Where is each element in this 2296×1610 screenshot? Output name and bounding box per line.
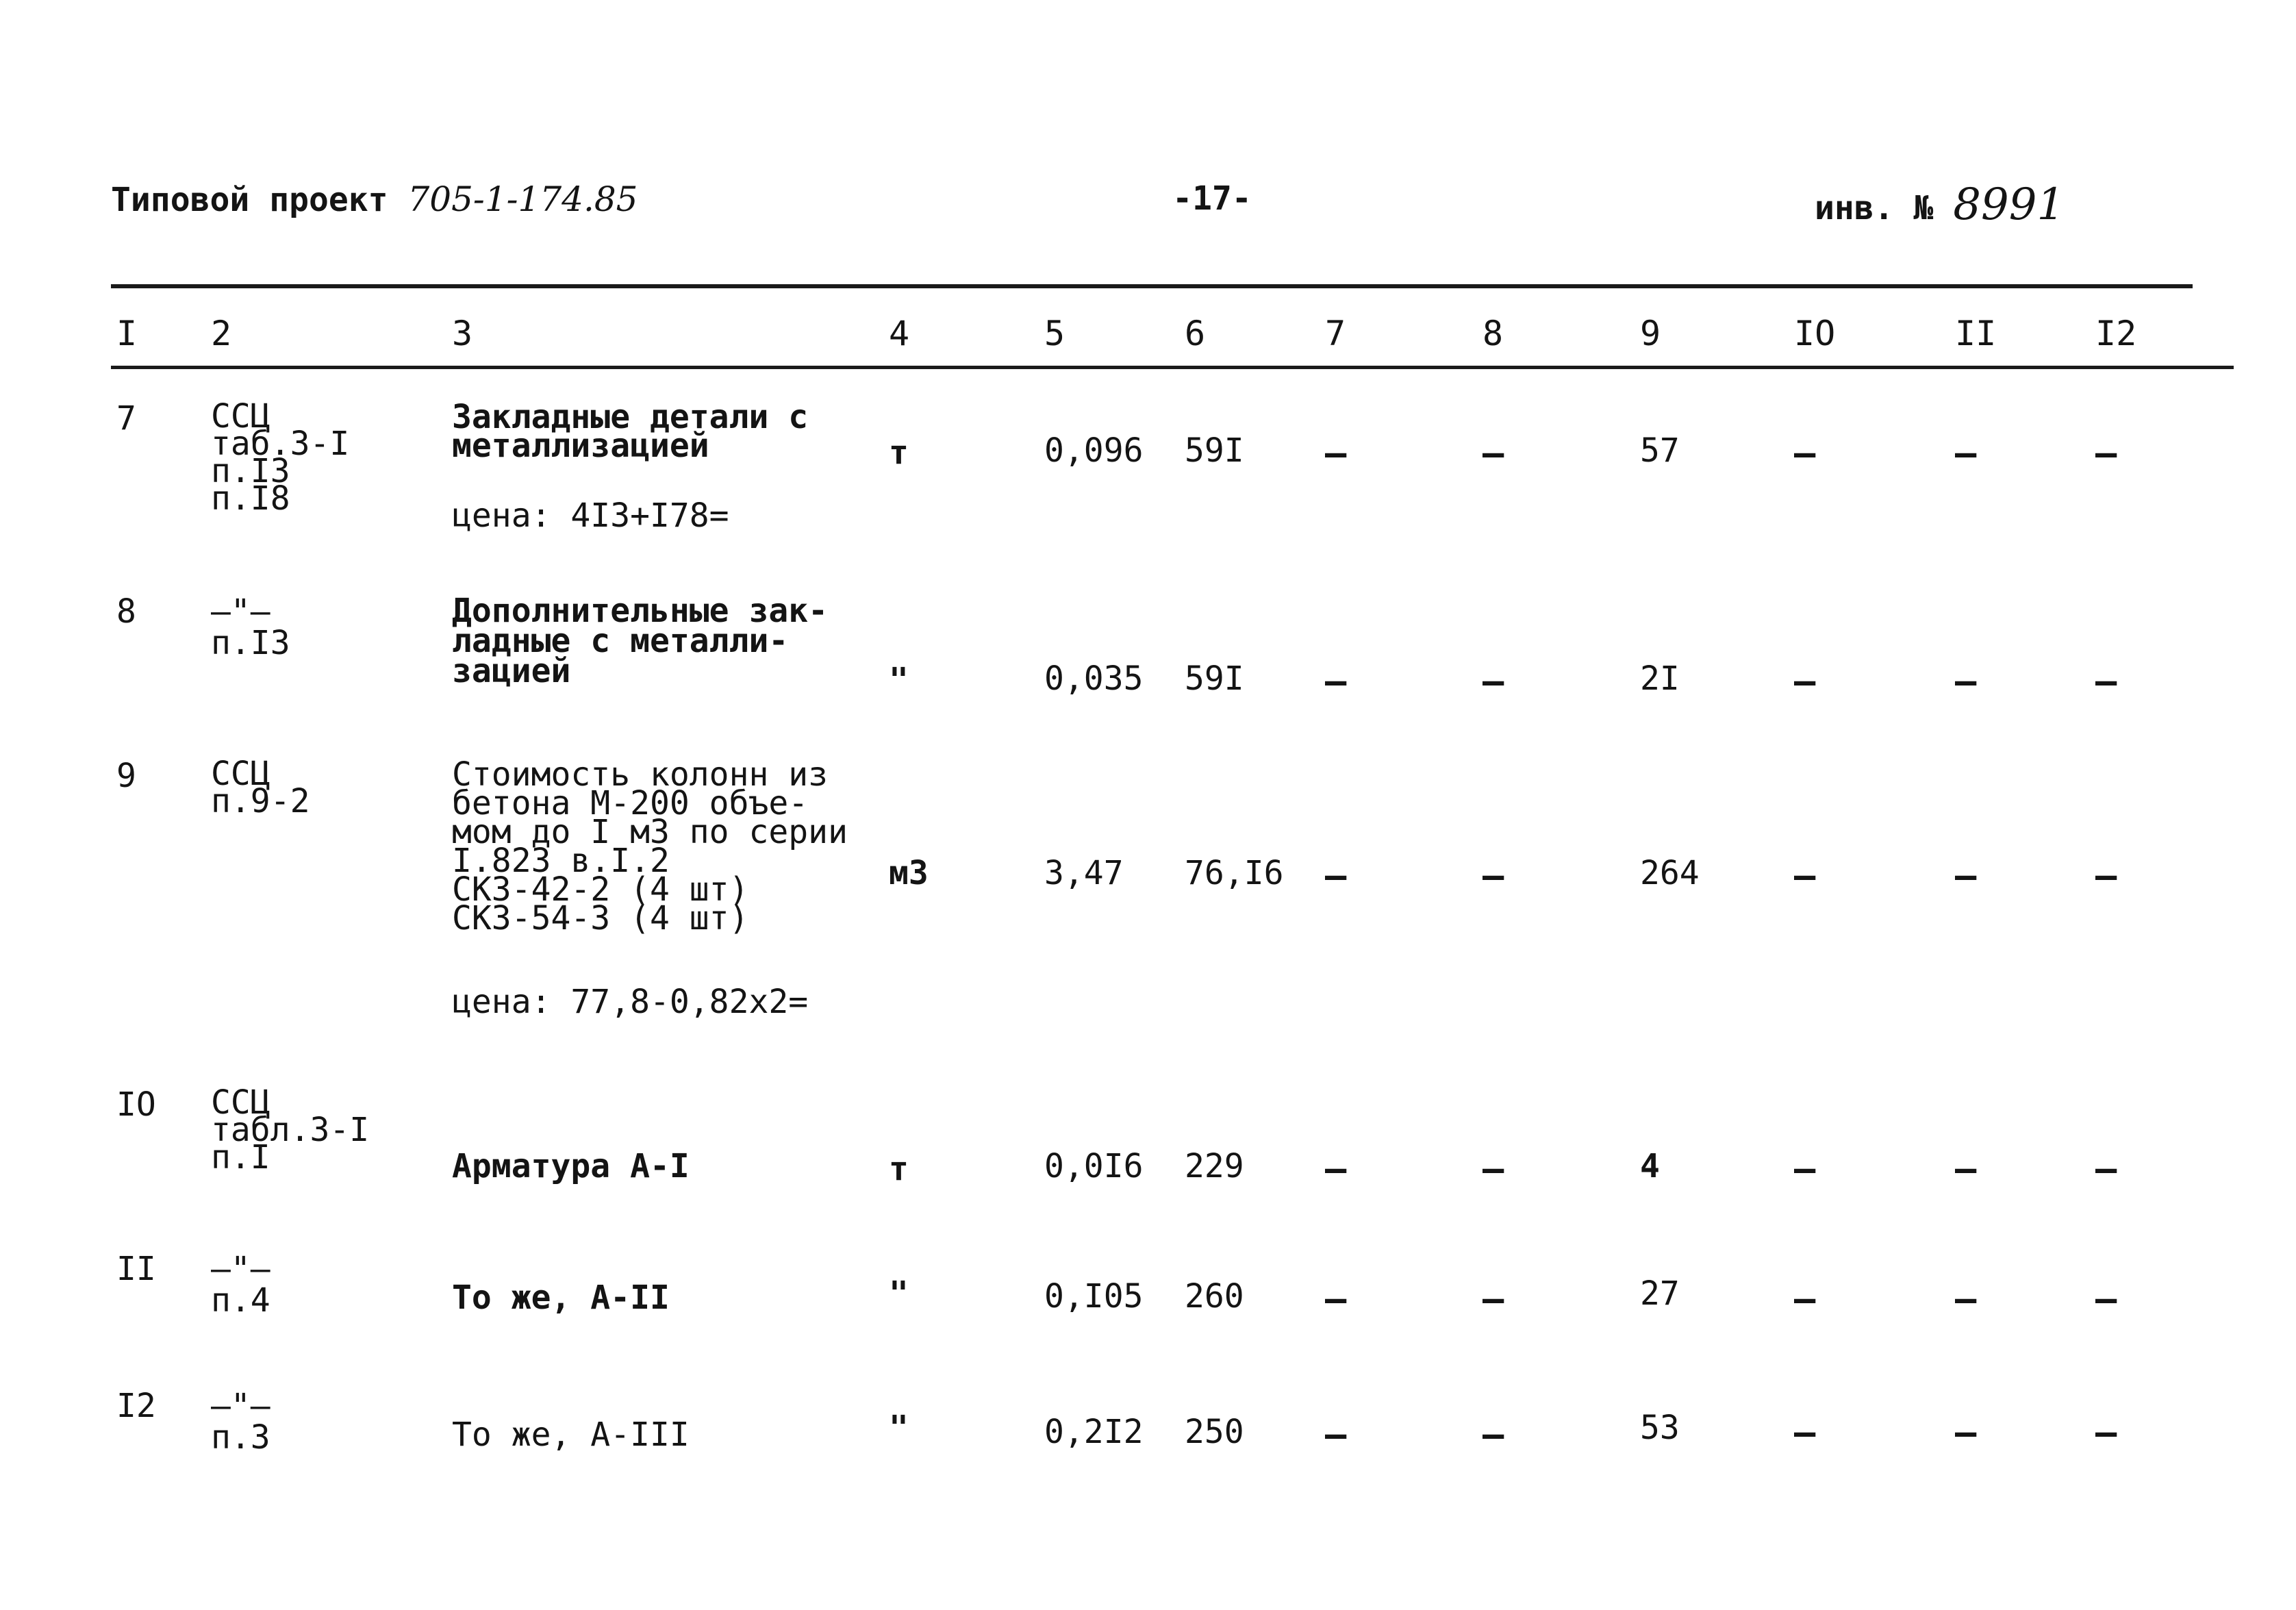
row-col12: – <box>2095 1279 2117 1320</box>
column-header-3: 3 <box>452 314 473 353</box>
column-header-5: 5 <box>1044 314 1065 353</box>
row-unit: т <box>889 433 909 472</box>
row-col10: – <box>1794 1279 1816 1320</box>
row-quantity: 3,47 <box>1044 854 1124 892</box>
row-total: 53 <box>1640 1409 1680 1447</box>
row-unit: " <box>889 1409 909 1447</box>
row-price-note: цена: 77,8-0,82х2= <box>452 983 809 1021</box>
table-header-rule <box>111 366 2234 369</box>
inventory-header <box>1815 179 2065 230</box>
column-header-6: 6 <box>1185 314 1206 353</box>
project-label: Типовой проект <box>111 181 388 219</box>
row-quantity: 0,035 <box>1044 659 1144 698</box>
row-col7: – <box>1325 433 1347 474</box>
row-total: 264 <box>1640 854 1700 892</box>
column-header-10: IO <box>1794 314 1836 353</box>
row-reference: –"– п.3 <box>211 1387 270 1457</box>
column-header-7: 7 <box>1325 314 1346 353</box>
row-unit: т <box>889 1150 909 1188</box>
row-quantity: 0,096 <box>1044 431 1144 470</box>
row-col11: – <box>1955 1412 1977 1453</box>
row-description: Стоимость колонн из бетона М-200 объе- мом до I м3 по серии I.823 в.I.2 СК3-42-2 (4 шт) СК3-54-3 (4 шт) <box>452 755 848 938</box>
column-header-1: I <box>116 314 138 353</box>
row-col11: – <box>1955 661 1977 702</box>
column-header-11: II <box>1955 314 1997 353</box>
row-col8: – <box>1483 1414 1504 1455</box>
row-col8: – <box>1483 1148 1504 1190</box>
column-header-2: 2 <box>211 314 232 353</box>
row-col8: – <box>1483 1279 1504 1320</box>
row-description: То же, А-II <box>452 1279 670 1317</box>
row-reference: –"– п.I3 <box>211 592 290 662</box>
row-unit-price: 59I <box>1185 659 1244 698</box>
row-number: 8 <box>116 592 136 631</box>
row-number: IO <box>116 1085 156 1124</box>
row-unit: м3 <box>889 854 929 892</box>
row-col12: – <box>2095 1412 2117 1453</box>
row-col10: – <box>1794 1148 1816 1190</box>
row-col10: – <box>1794 433 1816 474</box>
row-description: Закладные детали с металлизацией <box>452 398 809 465</box>
row-quantity: 0,2I2 <box>1044 1413 1144 1451</box>
row-unit-price: 260 <box>1185 1277 1244 1316</box>
row-col12: – <box>2095 1148 2117 1190</box>
row-col12: – <box>2095 433 2117 474</box>
row-unit-price: 229 <box>1185 1147 1244 1185</box>
row-col10: – <box>1794 661 1816 702</box>
row-col11: – <box>1955 1148 1977 1190</box>
row-col8: – <box>1483 433 1504 474</box>
row-col10: – <box>1794 855 1816 896</box>
row-col10: – <box>1794 1412 1816 1453</box>
row-reference: ССЦ таб.3-I п.I3 п.I8 <box>211 397 350 518</box>
row-reference: ССЦ п.9-2 <box>211 755 310 820</box>
row-total: 27 <box>1640 1274 1680 1313</box>
table-top-rule <box>111 284 2193 288</box>
project-header <box>111 179 638 219</box>
row-col7: – <box>1325 855 1347 896</box>
row-unit-price: 59I <box>1185 431 1244 470</box>
row-col8: – <box>1483 661 1504 702</box>
row-number: I2 <box>116 1387 156 1425</box>
inventory-number: 8991 <box>1953 179 2065 230</box>
row-col7: – <box>1325 1279 1347 1320</box>
row-unit: " <box>889 1274 909 1313</box>
row-col8: – <box>1483 855 1504 896</box>
column-header-8: 8 <box>1483 314 1504 353</box>
column-header-4: 4 <box>889 314 910 353</box>
row-col7: – <box>1325 1414 1347 1455</box>
row-unit: " <box>889 661 909 699</box>
row-unit-price: 250 <box>1185 1413 1244 1451</box>
row-col7: – <box>1325 661 1347 702</box>
row-price-note: цена: 4I3+I78= <box>452 496 729 535</box>
row-unit-price: 76,I6 <box>1185 854 1284 892</box>
row-number: II <box>116 1250 156 1288</box>
row-quantity: 0,I05 <box>1044 1277 1144 1316</box>
row-col12: – <box>2095 855 2117 896</box>
row-col11: – <box>1955 433 1977 474</box>
row-col12: – <box>2095 661 2117 702</box>
row-quantity: 0,0I6 <box>1044 1147 1144 1185</box>
row-number: 9 <box>116 757 136 795</box>
row-col11: – <box>1955 1279 1977 1320</box>
row-number: 7 <box>116 399 136 438</box>
row-description: Арматура А-I <box>452 1147 690 1185</box>
column-header-12: I2 <box>2095 314 2137 353</box>
inventory-label: инв. № <box>1815 189 1934 227</box>
row-description: Дополнительные зак- ладные с металли- зацией <box>452 592 829 690</box>
row-description: То же, А-III <box>452 1416 690 1454</box>
row-col11: – <box>1955 855 1977 896</box>
project-number: 705-1-174.85 <box>407 179 638 219</box>
page-number: -17- <box>1172 179 1252 218</box>
row-col7: – <box>1325 1148 1347 1190</box>
row-total: 4 <box>1640 1147 1660 1185</box>
row-total: 57 <box>1640 431 1680 470</box>
row-total: 2I <box>1640 659 1680 698</box>
row-reference: –"– п.4 <box>211 1250 270 1320</box>
column-header-9: 9 <box>1640 314 1661 353</box>
row-reference: ССЦ табл.3-I п.I <box>211 1083 370 1177</box>
